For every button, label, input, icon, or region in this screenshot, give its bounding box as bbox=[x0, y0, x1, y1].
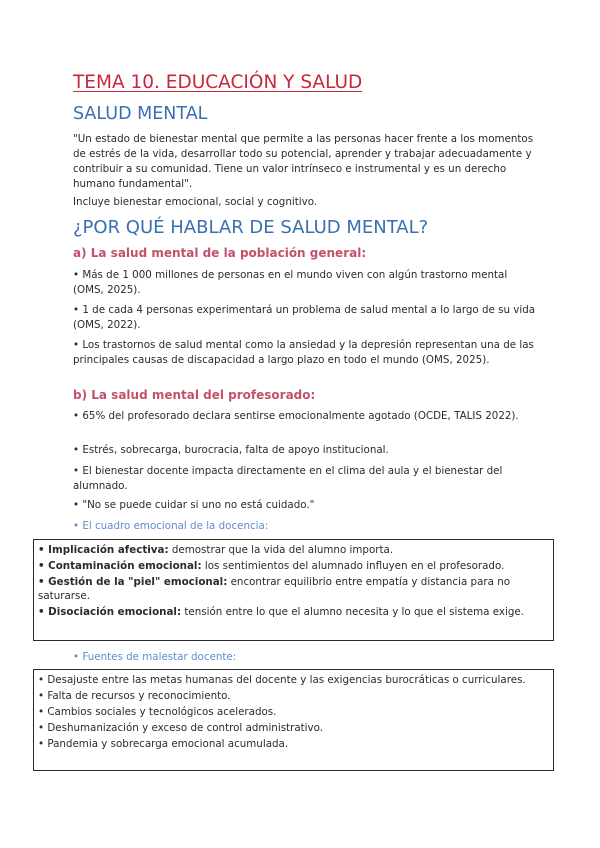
section-a-bullet: • Más de 1 000 millones de personas en el mundo viven con algún trastorno mental (OMS, 2025). bbox=[73, 269, 508, 296]
definition-paragraph: "Un estado de bienestar mental que permite a las personas hacer frente a los momentos de estrés de la vida, desarrollar todo su potencial, aprender y trabajar adecuadamente y contribuir a su comunidad. Tiene un valor intrínseco e instrumental y es un derecho humano fundamental". bbox=[73, 133, 534, 190]
fuentes-item: • Pandemia y sobrecarga emocional acumulada. bbox=[38, 738, 289, 750]
cuadro-item-term: • Implicación afectiva: bbox=[38, 544, 169, 556]
cuadro-item bbox=[38, 605, 553, 621]
fuentes-item: • Deshumanización y exceso de control administrativo. bbox=[38, 722, 324, 734]
document-title: TEMA 10. EDUCACIÓN Y SALUD bbox=[73, 72, 363, 93]
section-b-bullet: • "No se puede cuidar si uno no está cuidado." bbox=[73, 499, 315, 511]
includes-paragraph: Incluye bienestar emocional, social y cognitivo. bbox=[73, 196, 318, 208]
section-b-bullet: • 65% del profesorado declara sentirse emocionalmente agotado (OCDE, TALIS 2022). bbox=[73, 410, 519, 422]
fuentes-item: • Cambios sociales y tecnológicos acelerados. bbox=[38, 706, 277, 718]
salud-mental-heading: SALUD MENTAL bbox=[73, 104, 208, 124]
cuadro-item-text: los sentimientos del alumnado influyen en el profesorado. bbox=[201, 560, 505, 572]
cuadro-item bbox=[38, 559, 553, 575]
cuadro-item-term: • Gestión de la "piel" emocional: bbox=[38, 576, 228, 588]
cuadro-item-term: • Contaminación emocional: bbox=[38, 560, 202, 572]
section-b-bullet: • Estrés, sobrecarga, burocracia, falta de apoyo institucional. bbox=[73, 444, 389, 456]
section-b-bullet: • El bienestar docente impacta directamente en el clima del aula y el bienestar del alumnado. bbox=[73, 465, 503, 492]
section-a-heading: a) La salud mental de la población general: bbox=[73, 246, 367, 260]
cuadro-item-text: tensión entre lo que el alumno necesita y lo que el sistema exige. bbox=[181, 606, 524, 618]
fuentes-item: • Falta de recursos y reconocimiento. bbox=[38, 690, 231, 702]
cuadro-item bbox=[38, 543, 553, 559]
cuadro-emocional-box bbox=[33, 539, 554, 641]
section-a-bullet: • Los trastornos de salud mental como la ansiedad y la depresión representan una de las principales causas de discapacidad a largo plazo en todo el mundo (OMS, 2025). bbox=[73, 339, 534, 366]
cuadro-heading: • El cuadro emocional de la docencia: bbox=[73, 520, 269, 532]
fuentes-heading: • Fuentes de malestar docente: bbox=[73, 651, 237, 663]
fuentes-malestar-box bbox=[33, 669, 554, 771]
cuadro-item bbox=[38, 575, 553, 605]
cuadro-item-text: demostrar que la vida del alumno importa. bbox=[168, 544, 394, 556]
por-que-heading: ¿POR QUÉ HABLAR DE SALUD MENTAL? bbox=[73, 217, 429, 238]
section-b-heading: b) La salud mental del profesorado: bbox=[73, 388, 316, 402]
fuentes-item: • Desajuste entre las metas humanas del docente y las exigencias burocráticas o curriculares. bbox=[38, 674, 526, 686]
cuadro-item-term: • Disociación emocional: bbox=[38, 606, 182, 618]
section-a-bullet: • 1 de cada 4 personas experimentará un problema de salud mental a lo largo de su vida (OMS, 2022). bbox=[73, 304, 536, 331]
cuadro-item-text: encontrar equilibrio entre empatía y distancia para no saturarse. bbox=[38, 576, 511, 602]
